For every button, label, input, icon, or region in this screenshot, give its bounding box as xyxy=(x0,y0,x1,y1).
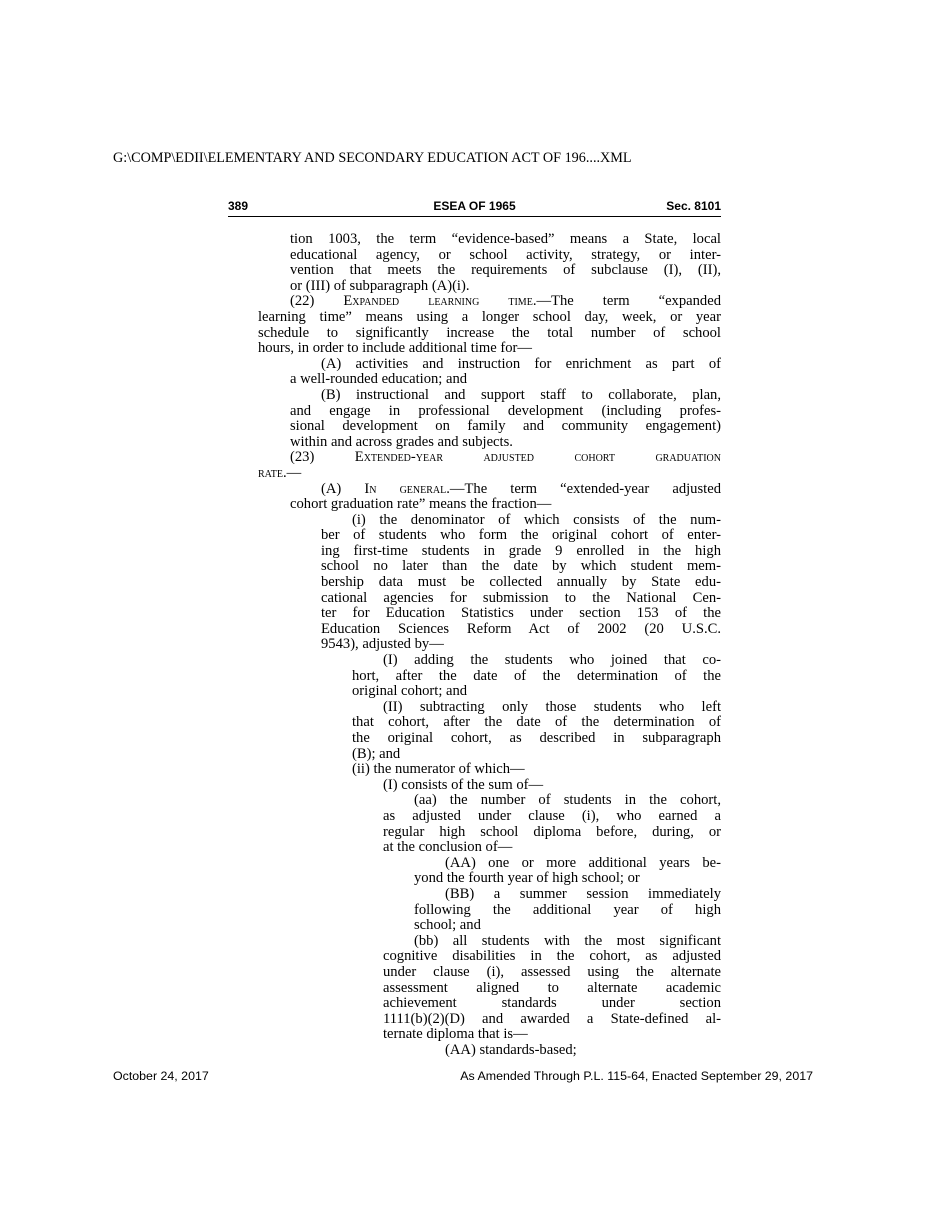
paragraph-23-heading: (23) Extended-year adjusted cohort graduation xyxy=(290,449,721,466)
text-line: 1111(b)(2)(D) and awarded a State-defined al- xyxy=(383,1010,721,1027)
text-line: (I) consists of the sum of— xyxy=(383,776,544,793)
text-line: school no later than the date by which student mem- xyxy=(321,558,721,575)
text-line: hours, in order to include additional time for— xyxy=(258,340,532,357)
text-line: cational agencies for submission to the National Cen- xyxy=(321,589,721,606)
text-line: (I) adding the students who joined that co- xyxy=(383,652,721,669)
text-line: that cohort, after the date of the determination of xyxy=(352,714,721,731)
text-line: (ii) the numerator of which— xyxy=(352,761,525,778)
file-path: G:\COMP\EDII\ELEMENTARY AND SECONDARY EDUCATION ACT OF 196....XML xyxy=(113,150,632,166)
text-line: (AA) standards-based; xyxy=(445,1041,577,1058)
text-line: cohort graduation rate” means the fraction— xyxy=(290,496,552,513)
text-line: (AA) one or more additional years be- xyxy=(445,854,721,871)
text-line: ber of students who form the original cohort of enter- xyxy=(321,527,721,544)
text-line: ternate diploma that is— xyxy=(383,1026,528,1043)
text-line: (aa) the number of students in the cohort, xyxy=(414,792,721,809)
text-line: (i) the denominator of which consists of the num- xyxy=(352,511,721,528)
running-title: ESEA OF 1965 xyxy=(433,199,516,213)
term-heading: Extended-year adjusted cohort graduation xyxy=(354,449,721,466)
text-line: school; and xyxy=(414,917,481,934)
text-line: tion 1003, the term “evidence-based” means a State, local xyxy=(290,231,721,247)
text-line: 9543), adjusted by— xyxy=(321,636,444,653)
section-number: Sec. 8101 xyxy=(666,199,721,213)
text-line: or (III) of subparagraph (A)(i). xyxy=(290,277,470,294)
text-line: following the additional year of high xyxy=(414,901,721,918)
text-line: (B) instructional and support staff to collaborate, plan, xyxy=(321,386,721,403)
text-line: within and across grades and subjects. xyxy=(290,433,513,450)
text-line: (A) activities and instruction for enrichment as part of xyxy=(321,355,721,372)
text-line: the original cohort, as described in subparagraph xyxy=(352,730,721,746)
text-line: a well-rounded education; and xyxy=(290,371,468,388)
text-line: ter for Education Statistics under section 153 of the xyxy=(321,605,721,622)
text-line: ing first-time students in grade 9 enrolled in the high xyxy=(321,542,721,559)
text-line: at the conclusion of— xyxy=(383,839,513,856)
page-header xyxy=(228,197,721,217)
subparagraph-a-heading: (A) In general.—The term “extended-year adjusted xyxy=(321,480,721,497)
statute-text xyxy=(258,232,721,1058)
text-line: schedule to significantly increase the total number of school xyxy=(258,324,721,341)
paragraph-22-heading: (22) Expanded learning time.—The term “expanded xyxy=(290,293,721,310)
text-line: hort, after the date of the determination of the xyxy=(352,667,721,684)
text-line: rate.— xyxy=(258,464,302,481)
text-line: educational agency, or school activity, strategy, or inter- xyxy=(290,246,721,263)
text-line: cognitive disabilities in the cohort, as adjusted xyxy=(383,948,721,965)
footer-date: October 24, 2017 xyxy=(113,1069,209,1083)
text-line: under clause (i), assessed using the alternate xyxy=(383,963,721,980)
text-line: regular high school diploma before, during, or xyxy=(383,823,721,840)
text-line: (B); and xyxy=(352,745,401,762)
term-heading: In general xyxy=(364,480,447,497)
text-line: sional development on family and community engagement) xyxy=(290,418,721,435)
text-line: (bb) all students with the most significant xyxy=(414,932,721,949)
text-line: assessment aligned to alternate academic xyxy=(383,979,721,996)
footer-amended-note: As Amended Through P.L. 115-64, Enacted September 29, 2017 xyxy=(460,1069,813,1083)
text-line: achievement standards under section xyxy=(383,995,721,1012)
text-line: Education Sciences Reform Act of 2002 (20 U.S.C. xyxy=(321,620,721,637)
text-line: vention that meets the requirements of subclause (I), (II), xyxy=(290,262,721,279)
text-line: bership data must be collected annually by State edu- xyxy=(321,574,721,591)
text-line: learning time” means using a longer school day, week, or year xyxy=(258,308,721,325)
text-line: (II) subtracting only those students who left xyxy=(383,698,721,715)
term-heading: Expanded learning time xyxy=(343,293,533,310)
text-line: (BB) a summer session immediately xyxy=(445,885,721,902)
text-line: and engage in professional development (including profes- xyxy=(290,402,721,419)
page-number: 389 xyxy=(228,199,249,213)
text-line: yond the fourth year of high school; or xyxy=(414,870,640,887)
text-line: original cohort; and xyxy=(352,683,468,700)
text-line: as adjusted under clause (i), who earned a xyxy=(383,807,721,824)
